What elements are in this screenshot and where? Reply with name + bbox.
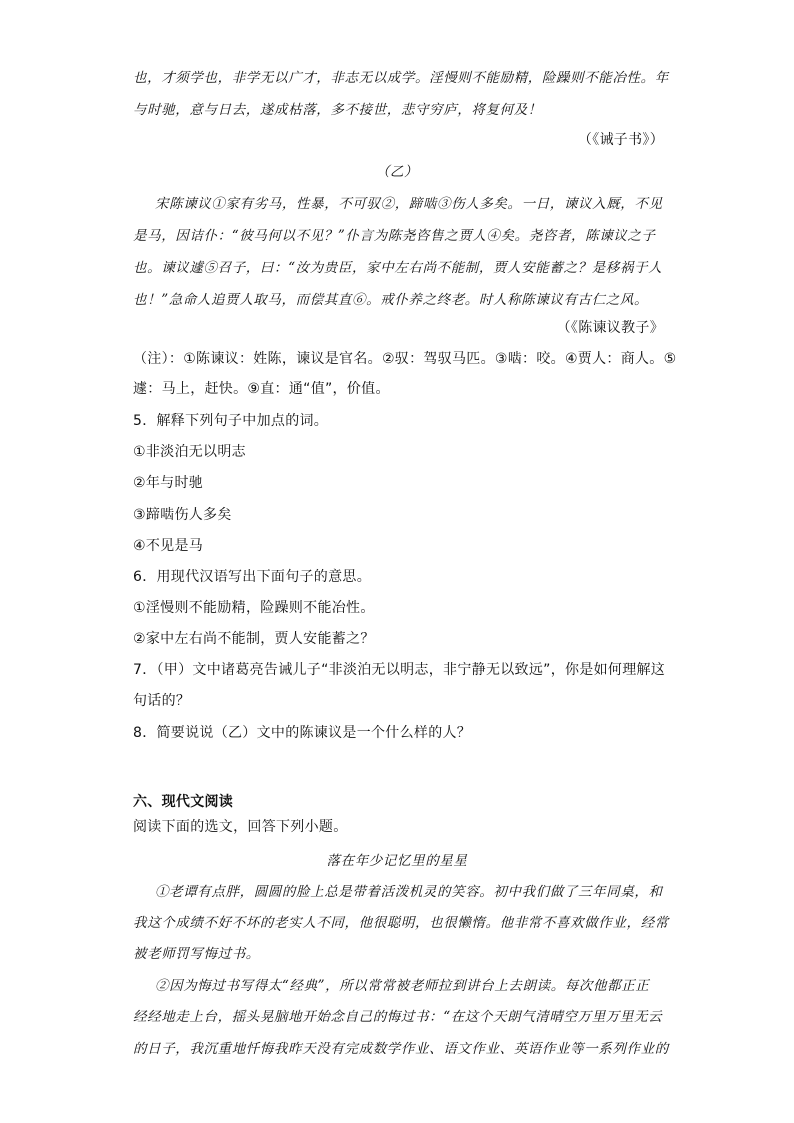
jia-text-line-2: 与时驰，意与日去，遂成枯落，多不接世，悲守穷庐，将复何及！ [133, 102, 542, 118]
notes-line-1: （注）：①陈谏议：姓陈，谏议是官名。②驭：驾驭马匹。③啮：咬。④贾人：商人。⑤ [133, 351, 677, 367]
question-7-line-2: 句话的？ [133, 693, 191, 709]
notes-line-2: 遽：马上，赶快。⑨直：通“值”，价值。 [133, 381, 390, 397]
article-title: 落在年少记忆里的星星 [326, 853, 468, 869]
question-5-item-2: ②年与时驰 [133, 475, 204, 491]
question-5-item-4: ④不见是马 [133, 538, 204, 554]
question-5: 5．解释下列句子中加点的词。 [133, 413, 329, 429]
article-p1-line-2: 我这个成绩不好不坏的老实人不同，他很聪明，也很懒惰。他非常不喜欢做作业，经常 [133, 915, 669, 931]
yi-text-line-2: 是马，因诘仆：“彼马何以不见？”仆言为陈尧咨售之贾人④矣。尧咨者，陈谏议之子 [133, 228, 656, 244]
yi-text-line-4: 也！”急命人追贾人取马，而偿其直⑥。戒仆养之终老。时人称陈谏议有古仁之风。 [133, 292, 649, 308]
question-8: 8．简要说说（乙）文中的陈谏议是一个什么样的人？ [133, 725, 472, 741]
yi-source: （《陈谏议教子》 [556, 320, 664, 336]
section-6-instruction: 阅读下面的选文，回答下列小题。 [133, 819, 348, 835]
article-p2-line-3: 的日子，我沉重地忏悔我昨天没有完成数学作业、语文作业、英语作业等一系列作业的 [133, 1041, 669, 1057]
question-7-line-1: 7．（甲）文中诸葛亮告诫儿子“非淡泊无以明志，非宁静无以致远”，你是如何理解这 [133, 662, 666, 678]
article-p1-line-3: 被老师罚写悔过书。 [133, 946, 260, 962]
jia-text-line-1: 也，才须学也，非学无以广才，非志无以成学。淫慢则不能励精，险躁则不能冶性。年 [133, 70, 669, 86]
question-5-item-1: ①非淡泊无以明志 [133, 444, 246, 460]
yi-label: （乙） [375, 164, 419, 180]
question-6-item-1: ①淫慢则不能励精，险躁则不能冶性。 [133, 600, 375, 616]
jia-source: （《诫子书》） [577, 132, 664, 148]
article-p2-line-2: 经经地走上台，摇头晃脑地开始念自己的悔过书：“在这个天朗气清晴空万里万里无云 [133, 1009, 663, 1025]
question-6-item-2: ②家中左右尚不能制，贾人安能蓄之？ [133, 631, 375, 647]
question-5-item-3: ③蹄啮伤人多矣 [133, 507, 232, 523]
yi-text-line-3: 也。谏议遽⑤召子，曰：“汝为贵臣，家中左右尚不能制，贾人安能蓄之？是移祸于人 [133, 260, 663, 276]
yi-text-line-1: 宋陈谏议①家有劣马，性暴，不可驭②，蹄啮③伤人多矣。一日，谏议入厩，不见 [155, 196, 663, 212]
question-6: 6．用现代汉语写出下面句子的意思。 [133, 569, 372, 585]
article-p1-line-1: ①老谭有点胖，圆圆的脸上总是带着活泼机灵的笑容。初中我们做了三年同桌，和 [155, 884, 663, 900]
section-6-heading: 六、现代文阅读 [133, 794, 234, 810]
article-p2-line-1: ②因为悔过书写得太“经典”，所以常常被老师拉到讲台上去朗读。每次他都正正 [155, 978, 650, 994]
